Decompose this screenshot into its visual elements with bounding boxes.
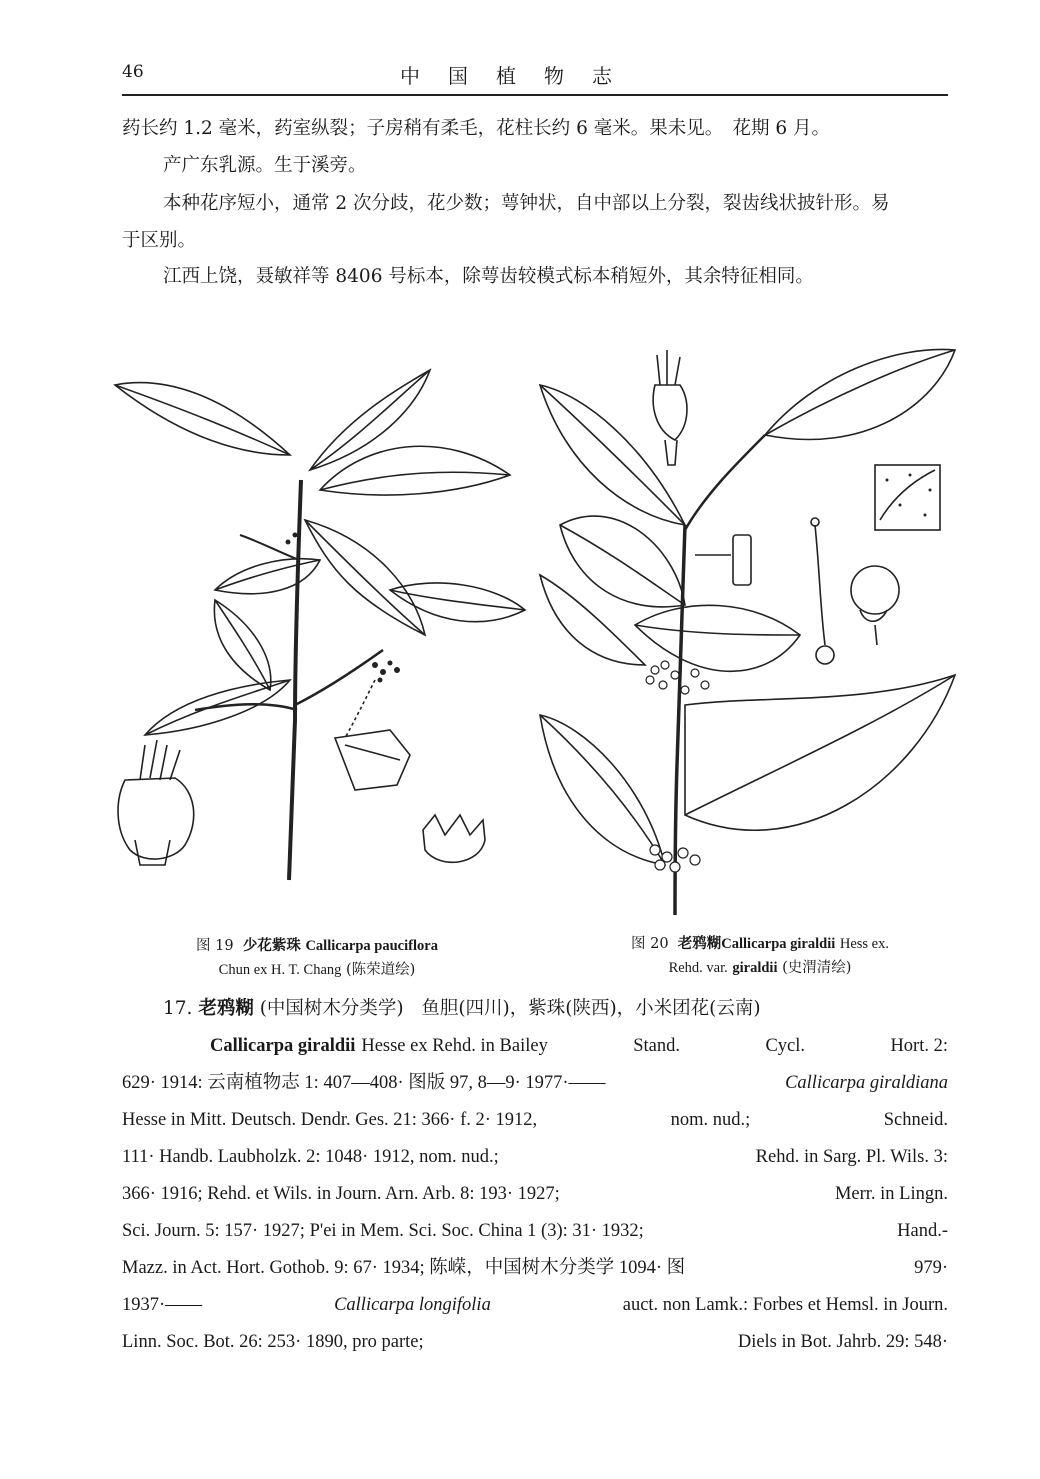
reference-text: Linn. Soc. Bot. 26: 253· 1890, pro parte;	[122, 1332, 424, 1352]
species-vernacular-names: 鱼胆(四川)，紫珠(陕西)，小米团花(云南)	[421, 998, 761, 1019]
reference-text: Mazz. in Act. Hort. Gothob. 9: 67· 1934; 陈嵘，中国树木分类学 1094· 图	[122, 1258, 686, 1278]
figure-19-illustration	[105, 360, 535, 905]
page-number: 46	[122, 62, 144, 82]
reference-text: Diels in Bot. Jahrb. 29: 548·	[737, 1332, 948, 1352]
running-title: 中国植物志	[400, 64, 640, 88]
reference-text: 979·	[914, 1258, 948, 1278]
reference-line-3	[122, 1111, 948, 1130]
figure-20-author-a: Hess ex.	[839, 936, 889, 952]
reference-text: 1937·——	[122, 1295, 203, 1315]
reference-text: Hesse ex Rehd. in Bailey	[361, 1036, 548, 1056]
figure-20-number: 图 20	[630, 936, 669, 952]
synonym-name: Callicarpa giraldiana	[785, 1073, 948, 1093]
species-heading	[163, 1000, 761, 1019]
reference-text: auct. non Lamk.: Forbes et Hemsl. in Journ.	[622, 1295, 948, 1315]
figure-20-latin-name: Callicarpa giraldii	[721, 936, 836, 952]
figure-20-illustration	[535, 345, 965, 920]
header-rule	[122, 94, 948, 96]
reference-text: Schneid.	[883, 1110, 948, 1130]
figure-20-caption	[560, 932, 960, 981]
species-cn-name: 老鸦糊	[198, 998, 254, 1019]
reference-text: Hort. 2:	[890, 1036, 948, 1056]
species-latin-name: Callicarpa giraldii	[210, 1036, 356, 1056]
species-source: (中国树木分类学)	[259, 998, 404, 1019]
reference-line-4	[122, 1148, 948, 1167]
reference-line-8	[122, 1296, 948, 1315]
paragraph-stamen-description: 药长约 1.2 毫米，药室纵裂；子房稍有柔毛，花柱长约 6 毫米。果未见。 花期 6 月。	[122, 118, 830, 139]
reference-line-7	[122, 1259, 948, 1278]
reference-line-6	[122, 1222, 948, 1241]
figure-20-cn-name: 老鸦糊	[677, 935, 722, 952]
figure-19-author: Chun ex H. T. Chang	[218, 961, 342, 978]
figure-20-artist: (史渭清绘)	[782, 959, 852, 976]
figure-19-latin-name: Callicarpa pauciflora	[305, 938, 438, 954]
paragraph-diagnosis-line2: 于区别。	[122, 230, 197, 251]
figure-19-cn-name: 少花紫珠	[242, 937, 301, 954]
reference-line-5	[122, 1185, 948, 1204]
reference-text: nom. nud.;	[670, 1110, 751, 1130]
paragraph-diagnosis-line1: 本种花序短小，通常 2 次分歧，花少数；萼钟状，自中部以上分裂，裂齿线状披针形。易	[163, 193, 890, 214]
reference-text: Sci. Journ. 5: 157· 1927; P'ei in Mem. Sci. Soc. China 1 (3): 31· 1932;	[122, 1221, 644, 1241]
reference-line-1	[122, 1037, 948, 1056]
reference-text: Merr. in Lingn.	[834, 1184, 948, 1204]
reference-text: 366· 1916; Rehd. et Wils. in Journ. Arn. Arb. 8: 193· 1927;	[122, 1184, 560, 1204]
synonym-name: Callicarpa longifolia	[334, 1295, 491, 1315]
reference-text: Cycl.	[765, 1036, 806, 1056]
reference-text: 111· Handb. Laubholzk. 2: 1048· 1912, nom. nud.;	[122, 1147, 499, 1167]
figure-19-caption	[112, 934, 522, 983]
reference-text: Hand.-	[897, 1221, 948, 1241]
figure-20-var-name: giraldii	[732, 959, 778, 976]
figure-19-number: 图 19	[196, 938, 234, 954]
reference-text: Hesse in Mitt. Deutsch. Dendr. Ges. 21: 366· f. 2· 1912,	[122, 1110, 538, 1130]
figure-19-artist: (陈荣道绘)	[346, 961, 416, 978]
reference-line-2	[122, 1074, 948, 1093]
species-number: 17.	[163, 998, 193, 1019]
figure-20-author-b: Rehd. var.	[668, 959, 728, 976]
reference-text: Stand.	[633, 1036, 681, 1056]
reference-text: Rehd. in Sarg. Pl. Wils. 3:	[755, 1147, 948, 1167]
paragraph-specimen-note: 江西上饶，聂敏祥等 8406 号标本，除萼齿较模式标本稍短外，其余特征相同。	[163, 266, 814, 287]
paragraph-distribution: 产广东乳源。生于溪旁。	[163, 155, 367, 176]
reference-line-9	[122, 1333, 948, 1352]
reference-text: 629· 1914: 云南植物志 1: 407—408· 图版 97, 8—9· 1977·——	[122, 1073, 606, 1093]
